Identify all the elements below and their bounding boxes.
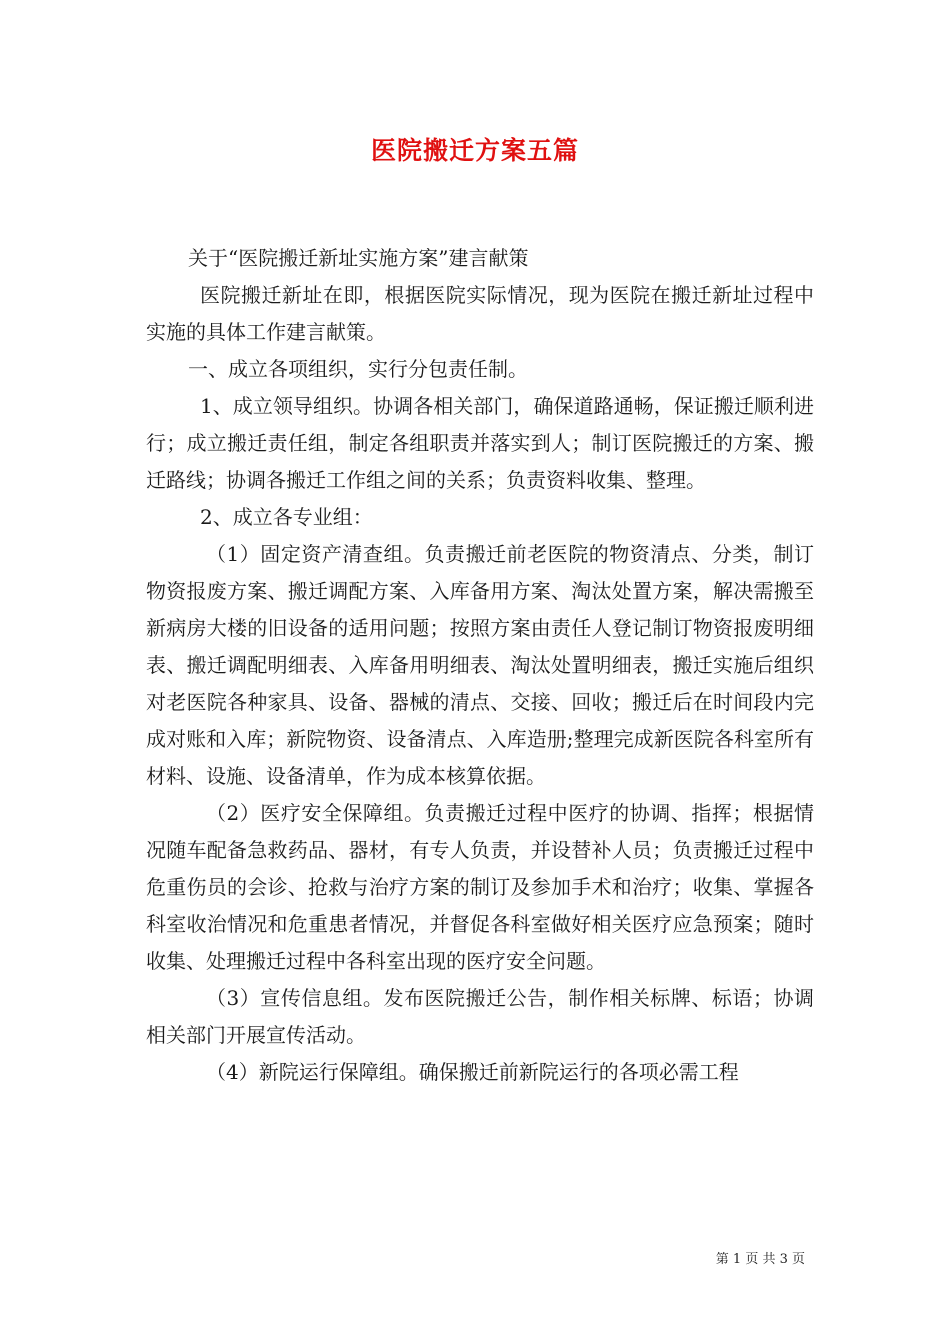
paragraph-item-1: 1、成立领导组织。协调各相关部门，确保道路通畅，保证搬迁顺利进行；成立搬迁责任组，制定各组职责并落实到人；制订医院搬迁的方案、搬迁路线；协调各搬迁工作组之间的关系；负责资料收集、整理。 bbox=[146, 394, 814, 492]
paragraph-operation-group: （4）新院运行保障组。确保搬迁前新院运行的各项必需工程 bbox=[206, 1060, 739, 1084]
paragraph-medical-safety-group: （2）医疗安全保障组。负责搬迁过程中医疗的协调、指挥；根据情况随车配备急救药品、器材，有专人负责，并设替补人员；负责搬迁过程中危重伤员的会诊、抢救与治疗方案的制订及参加手术和治疗；收集、掌握各科室收治情况和危重患者情况，并督促各科室做好相关医疗应急预案；随时收集、处理搬迁过程中各科室出现的医疗安全问题。 bbox=[146, 801, 814, 973]
paragraph-intro: 医院搬迁新址在即，根据医院实际情况，现为医院在搬迁新址过程中实施的具体工作建言献策。 bbox=[146, 283, 814, 344]
paragraph-item-2: 2、成立各专业组： bbox=[200, 505, 373, 529]
paragraph-section-one: 一、成立各项组织，实行分包责任制。 bbox=[188, 357, 528, 381]
page-number: 第 1 页 共 3 页 bbox=[715, 1252, 805, 1267]
paragraph-asset-group: （1）固定资产清查组。负责搬迁前老医院的物资清点、分类，制订物资报废方案、搬迁调配方案、入库备用方案、淘汰处置方案，解决需搬至新病房大楼的旧设备的适用问题；按照方案由责任人登记制订物资报废明细表、搬迁调配明细表、入库备用明细表、淘汰处置明细表，搬迁实施后组织对老医院各种家具、设备、器械的清点、交接、回收；搬迁后在时间段内完成对账和入库；新院物资、设备清点、入库造册;整理完成新医院各科室所有材料、设施、设备清单，作为成本核算依据。 bbox=[146, 542, 814, 788]
paragraph-intro-heading: 关于“医院搬迁新址实施方案”建言献策 bbox=[188, 246, 529, 270]
paragraph-publicity-group: （3）宣传信息组。发布医院搬迁公告，制作相关标牌、标语；协调相关部门开展宣传活动。 bbox=[146, 986, 814, 1047]
document-body bbox=[146, 240, 814, 1091]
document-title: 医院搬迁方案五篇 bbox=[370, 136, 579, 165]
